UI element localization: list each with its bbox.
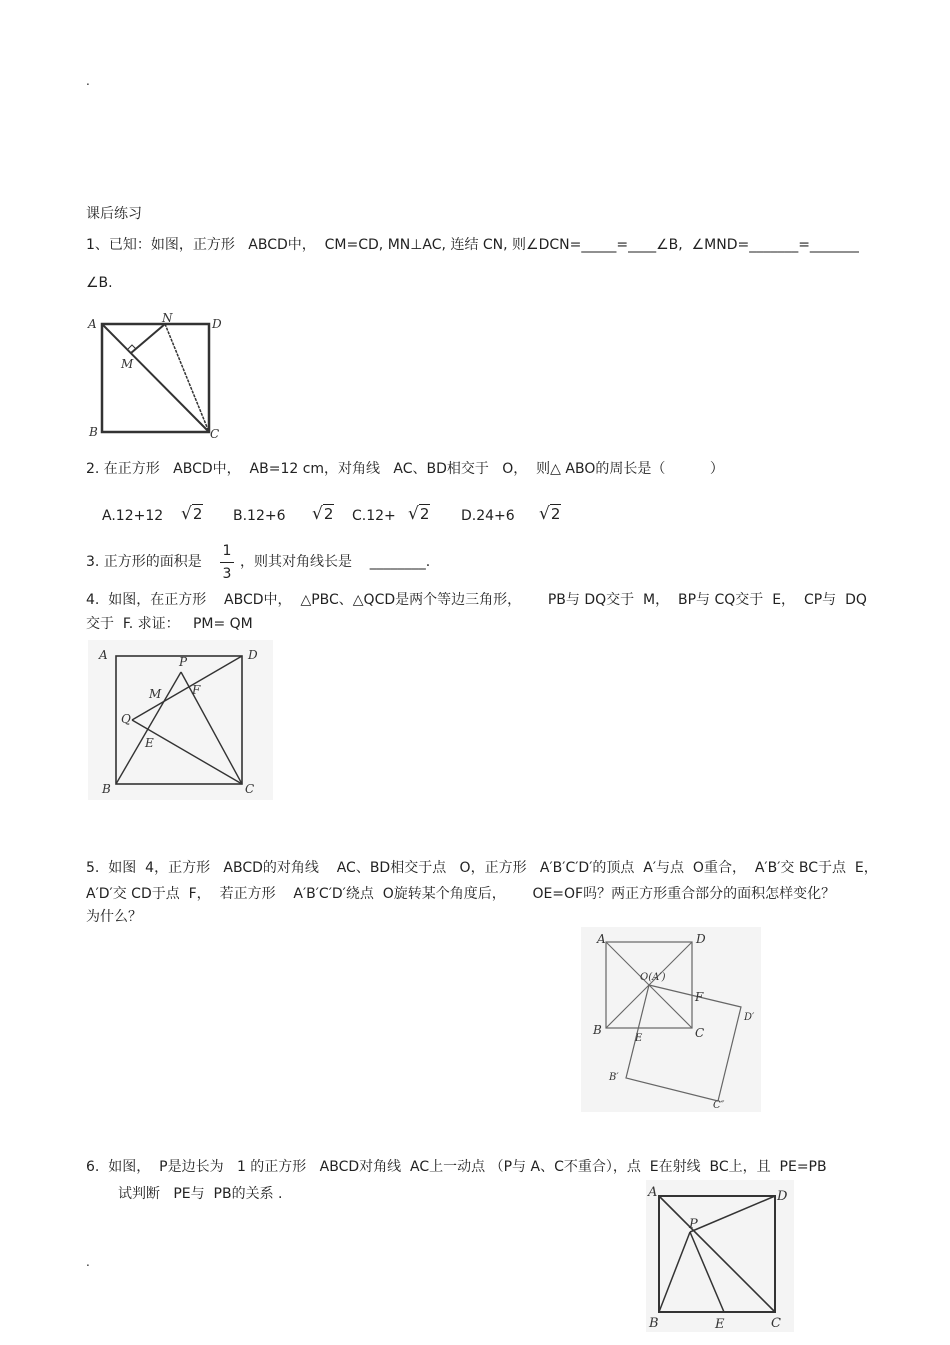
q1-text-line1: 1、已知：如图，正方形 ABCD中， CM=CD, MN⊥AC, 连结 CN, 则∠DCN=_____=____∠B, ∠MND=_______=_______ <box>86 237 859 253</box>
q2-option-c-radicand: 2 <box>419 505 430 523</box>
q1-label-m: M <box>121 357 134 371</box>
page-mark-bottom: . <box>86 1255 90 1269</box>
q2-option-b: B.12+6 <box>233 508 286 524</box>
q5-figure <box>581 927 761 1112</box>
q1-label-c: C <box>210 427 220 441</box>
q4-label-f: F <box>192 683 201 697</box>
q5-label-b-prime: B′ <box>609 1072 619 1083</box>
q4-label-a: A <box>99 648 108 662</box>
q2-option-a-radicand: 2 <box>192 505 203 523</box>
q3-text-before: 3. 正方形的面积是 <box>86 554 202 570</box>
q1-label-a: A <box>88 317 97 331</box>
q5-label-c: C <box>695 1026 705 1040</box>
q6-text-line1: 6. 如图， P是边长为 1 的正方形 ABCD对角线 AC上一动点 （P与 A、C不重合），点 E在射线 BC上，且 PE=PB <box>86 1159 827 1175</box>
q1-label-n: N <box>162 311 173 325</box>
q2-option-c: C.12+ <box>352 508 396 524</box>
q1-label-b: B <box>89 425 98 439</box>
q4-text-line2: 交于 F. 求证： PM= QM <box>86 616 253 632</box>
q5-label-o: O(A′) <box>640 972 666 983</box>
page-mark-top: . <box>86 74 90 88</box>
q5-label-d-prime: D′ <box>744 1012 755 1023</box>
q2-option-c-sqrt: √2 <box>408 504 430 524</box>
q5-label-e: E <box>635 1033 643 1044</box>
q5-label-b: B <box>593 1023 602 1037</box>
q5-text-line1: 5. 如图 4，正方形 ABCD的对角线 AC、BD相交于点 O，正方形 A′B′C′D′的顶点 A′与点 O重合， A′B′交 BC于点 E， <box>86 860 878 876</box>
q2-option-b-sqrt: √2 <box>312 504 334 524</box>
q6-label-a: A <box>648 1185 658 1200</box>
q5-label-c-prime: C″ <box>713 1100 725 1111</box>
q4-label-q: Q <box>121 712 131 726</box>
q4-label-d: D <box>248 648 258 662</box>
q4-label-p: P <box>179 655 188 669</box>
q2-option-a: A.12+12 <box>102 508 164 524</box>
q4-label-b: B <box>102 782 111 796</box>
q5-label-f: F <box>695 990 704 1004</box>
q6-figure <box>646 1180 794 1332</box>
q3-denominator: 3 <box>222 566 232 582</box>
q4-label-m: M <box>149 687 162 701</box>
q6-label-p: P <box>689 1217 698 1232</box>
q4-label-c: C <box>245 782 255 796</box>
q5-label-a: A <box>597 932 606 946</box>
section-title: 课后练习 <box>86 206 142 222</box>
q5-label-d: D <box>696 932 706 946</box>
q3-text-after: ，则其对角线长是 ________. <box>240 554 431 570</box>
q1-figure <box>86 310 226 445</box>
q2-option-d-radicand: 2 <box>550 505 561 523</box>
q2-option-a-sqrt: √2 <box>181 504 203 524</box>
q4-label-e: E <box>145 736 154 750</box>
q1-text-line2: ∠B. <box>86 275 113 291</box>
q6-label-e: E <box>715 1317 725 1332</box>
q2-stem: 2. 在正方形 ABCD中， AB=12 cm，对角线 AC、BD相交于 O， 则△ ABO的周长是（ ） <box>86 461 724 477</box>
q2-option-d: D.24+6 <box>461 508 515 524</box>
q3-fraction <box>220 543 234 582</box>
q6-label-d: D <box>777 1189 788 1204</box>
q5-text-line2: A′D′交 CD于点 F， 若正方形 A′B′C′D′绕点 O旋转某个角度后， OE=OF吗？两正方形重合部分的面积怎样变化？ <box>86 886 836 902</box>
q6-text-line2: 试判断 PE与 PB的关系 . <box>118 1186 283 1202</box>
q1-label-d: D <box>212 317 222 331</box>
q3-numerator: 1 <box>222 543 232 559</box>
q4-text-line1: 4. 如图，在正方形 ABCD中， △PBC、△QCD是两个等边三角形， PB与 DQ交于 M， BP与 CQ交于 E， CP与 DQ <box>86 592 867 608</box>
q6-label-c: C <box>771 1316 781 1331</box>
q2-option-b-radicand: 2 <box>323 505 334 523</box>
q5-text-line3: 为什么？ <box>86 909 142 925</box>
q6-label-b: B <box>649 1316 659 1331</box>
q2-option-d-sqrt: √2 <box>539 504 561 524</box>
q4-figure <box>88 640 273 800</box>
